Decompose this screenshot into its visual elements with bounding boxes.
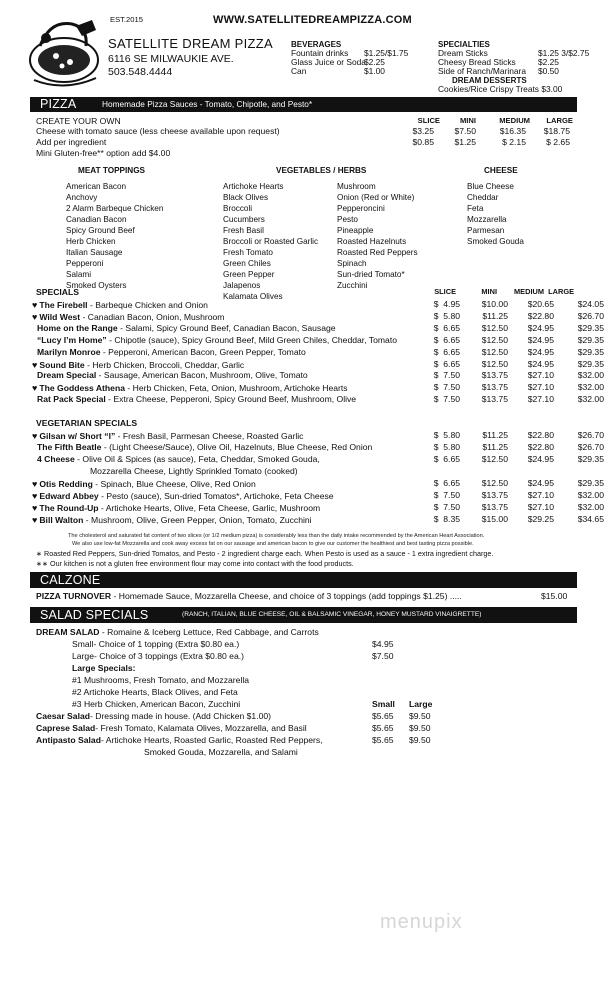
item-desc: - Chipotle (sauce), Spicy Ground Beef, Mild Green Chiles, Cheddar, Tomato bbox=[106, 334, 397, 345]
size-mini: MINI bbox=[481, 287, 497, 296]
cheese-topping: Blue Cheese bbox=[467, 182, 514, 191]
item-price: $ 8.35 bbox=[433, 514, 460, 524]
calzone-section-bar bbox=[30, 572, 577, 588]
veg-topping: Pineapple bbox=[337, 226, 374, 235]
large-special: #3 Herb Chicken, American Bacon, Zucchini bbox=[72, 699, 241, 709]
item-name: The Firebell bbox=[39, 300, 88, 310]
veg-topping: Fresh Basil bbox=[223, 226, 264, 235]
veg-topping: Pesto bbox=[337, 215, 358, 224]
veg-topping: Broccoli or Roasted Garlic bbox=[223, 237, 319, 246]
salad-small-price: $5.65 bbox=[372, 723, 394, 733]
menu-item-label bbox=[32, 324, 336, 334]
item-price: $12.50 bbox=[481, 454, 508, 464]
item-desc: - (Light Cheese/Sauce), Olive Oil, Hazelnuts, Blue Cheese, Red Onion bbox=[101, 442, 373, 452]
item-price: $26.70 bbox=[577, 442, 604, 452]
item-price: $13.75 bbox=[481, 490, 508, 500]
veg-topping: Broccoli bbox=[223, 204, 253, 213]
veg-topping: Mushroom bbox=[337, 182, 376, 191]
veg-topping: Green Pepper bbox=[223, 270, 275, 279]
cheese-topping: Parmesan bbox=[467, 226, 505, 235]
item-name: Marilyn Monroe bbox=[37, 346, 101, 357]
item-price: $32.00 bbox=[577, 394, 604, 405]
cheese-topping: Feta bbox=[467, 204, 484, 213]
veg-topping: Kalamata Olives bbox=[223, 292, 283, 301]
price-mini: $1.25 bbox=[454, 137, 476, 147]
pizza-sauces: Homemade Pizza Sauces - Tomato, Chipotle, and Pesto* bbox=[102, 99, 313, 109]
veg-list-1 bbox=[223, 181, 318, 302]
item-desc: - Extra Cheese, Pepperoni, Spicy Ground Beef, Mushroom, Olive bbox=[105, 394, 357, 405]
large-special: #2 Artichoke Hearts, Black Olives, and Feta bbox=[72, 687, 238, 697]
spec-item: Cheesy Bread Sticks bbox=[438, 57, 516, 67]
size-large: LARGE bbox=[546, 116, 573, 125]
meat-topping: Smoked Oysters bbox=[66, 281, 127, 290]
specialties-title: SPECIALTIES bbox=[438, 40, 490, 49]
heart-icon: ♥ bbox=[32, 383, 38, 394]
menu-item-row bbox=[32, 514, 604, 527]
fine-print-1: The cholesterol and saturated fat content of two slices (or 1/2 medium pizza) is considerably less than the daily intake recommended by the American Heart Association. bbox=[68, 533, 485, 539]
dream-salad-name: DREAM SALAD bbox=[36, 627, 100, 637]
item-name: 4 Cheese bbox=[37, 454, 75, 464]
veg-topping: Artichoke Hearts bbox=[223, 182, 284, 191]
salad-title: SALAD SPECIALS bbox=[40, 608, 149, 622]
veg-title: VEGETABLES / HERBS bbox=[276, 166, 367, 175]
item-desc: - Sausage, American Bacon, Mushroom, Olive, Tomato bbox=[96, 370, 308, 381]
size-large: LARGE bbox=[548, 287, 574, 296]
item-price: $13.75 bbox=[481, 502, 508, 512]
large-price: $7.50 bbox=[372, 651, 394, 661]
meat-topping: 2 Alarm Barbeque Chicken bbox=[66, 204, 164, 213]
item-price: $22.80 bbox=[527, 430, 554, 440]
item-price: $32.00 bbox=[577, 502, 604, 512]
item-price: $ 7.50 bbox=[433, 382, 460, 393]
spec-item: Dream Sticks bbox=[438, 48, 488, 58]
veg-topping: Green Chiles bbox=[223, 259, 271, 268]
veg-topping: Roasted Hazelnuts bbox=[337, 237, 407, 246]
item-desc: - Canadian Bacon, Onion, Mushroom bbox=[80, 311, 225, 322]
salad-name: Antipasto Salad bbox=[36, 735, 101, 745]
item-price: $24.95 bbox=[527, 454, 554, 464]
menu-item-row bbox=[32, 394, 604, 407]
spec-price: $1.25 3/$2.75 bbox=[538, 48, 590, 58]
item-price: $26.70 bbox=[577, 310, 604, 321]
item-price: $32.00 bbox=[577, 370, 604, 381]
create-name: Add per ingredient bbox=[36, 137, 107, 147]
menu-item-label bbox=[32, 443, 372, 453]
menu-item-label bbox=[32, 515, 312, 526]
item-price: $15.00 bbox=[481, 514, 508, 524]
calzone-name: PIZZA TURNOVER bbox=[36, 591, 112, 601]
item-price: $ 7.50 bbox=[433, 490, 460, 500]
meat-topping: American Bacon bbox=[66, 182, 127, 191]
item-price: $11.25 bbox=[482, 310, 508, 321]
website-link[interactable]: WWW.SATELLITEDREAMPIZZA.COM bbox=[213, 14, 412, 26]
item-price: $26.70 bbox=[577, 430, 604, 440]
salad-large-price: $9.50 bbox=[409, 723, 431, 733]
menu-item-label bbox=[32, 431, 303, 442]
col-large: Large bbox=[409, 699, 433, 709]
address: 6116 SE MILWAUKIE AVE. bbox=[108, 53, 234, 65]
veg-topping: Zucchini bbox=[337, 281, 368, 290]
beverages-title: BEVERAGES bbox=[291, 40, 342, 49]
item-price: $34.65 bbox=[577, 514, 604, 524]
item-price: $27.10 bbox=[527, 370, 554, 381]
menu-item-label bbox=[32, 467, 298, 477]
pizza-title: PIZZA bbox=[40, 97, 77, 111]
size-medium: MEDIUM bbox=[499, 116, 530, 125]
small-price: $4.95 bbox=[372, 639, 394, 649]
salad-small-price: $5.65 bbox=[372, 711, 394, 721]
item-price: $13.75 bbox=[481, 382, 508, 393]
veg-topping: Cucumbers bbox=[223, 215, 265, 224]
menu-item-label bbox=[32, 300, 208, 311]
price-slice: $0.85 bbox=[412, 137, 434, 147]
item-price: $22.80 bbox=[527, 310, 554, 321]
size-slice: SLICE bbox=[417, 116, 440, 125]
cheese-topping: Mozzarella bbox=[467, 215, 507, 224]
calzone-desc: - Homemade Sauce, Mozzarella Cheese, and choice of 3 toppings (add toppings $1.25) ..... bbox=[111, 591, 462, 601]
item-price: $32.00 bbox=[577, 382, 604, 393]
item-price: $24.95 bbox=[527, 322, 554, 333]
cheese-list bbox=[467, 181, 524, 247]
item-desc: Mozzarella Cheese, Lightly Sprinkled Tomato (cooked) bbox=[90, 466, 298, 476]
menu-item-row bbox=[32, 346, 604, 360]
size-medium: MEDIUM bbox=[514, 287, 544, 296]
item-price: $ 5.80 bbox=[433, 430, 460, 440]
heart-icon: ♥ bbox=[32, 311, 38, 322]
price-slice: $3.25 bbox=[412, 126, 434, 136]
restaurant-name: SATELLITE DREAM PIZZA bbox=[108, 36, 273, 51]
large-special: #1 Mushrooms, Fresh Tomato, and Mozzarella bbox=[72, 675, 250, 685]
item-price: $ 6.65 bbox=[433, 346, 460, 357]
item-price: $24.05 bbox=[577, 299, 604, 309]
menu-item-label bbox=[32, 371, 308, 381]
veg-topping: Spinach bbox=[337, 259, 367, 268]
item-price: $ 7.50 bbox=[433, 394, 460, 405]
bev-item: Glass Juice or Soda bbox=[291, 57, 366, 67]
salad-desc: - Dressing made in house. (Add Chicken $1.00) bbox=[89, 711, 272, 721]
item-desc: - Artichoke Hearts, Olive, Feta Cheese, Garlic, Mushroom bbox=[98, 503, 321, 513]
phone: 503.548.4444 bbox=[108, 66, 173, 78]
menu-item-label bbox=[32, 395, 356, 405]
gluten-warning: ∗∗ Our kitchen is not a gluten free environment flour may come into contact with the food products. bbox=[36, 559, 354, 568]
salad-row bbox=[32, 736, 577, 748]
logo bbox=[26, 16, 102, 94]
item-price: $12.50 bbox=[481, 346, 508, 357]
item-desc: - Herb Chicken, Feta, Onion, Mushroom, Artichoke Hearts bbox=[124, 383, 348, 394]
menu-item-label bbox=[32, 455, 320, 465]
item-price: $29.35 bbox=[577, 478, 604, 488]
spec-price: $0.50 bbox=[538, 66, 559, 76]
meat-topping: Italian Sausage bbox=[66, 248, 123, 257]
item-price: $24.95 bbox=[527, 358, 554, 369]
calzone-price: $15.00 bbox=[541, 591, 568, 601]
large-specials-title: Large Specials: bbox=[72, 663, 136, 673]
create-title: CREATE YOUR OWN bbox=[36, 116, 121, 126]
size-slice: SLICE bbox=[434, 287, 456, 296]
dessert-item: Cookies/Rice Crispy Treats $3.00 bbox=[438, 84, 563, 94]
veg-topping: Sun-dried Tomato* bbox=[337, 270, 405, 279]
col-small: Small bbox=[372, 699, 395, 709]
item-price: $29.25 bbox=[527, 514, 554, 524]
menu-item-label bbox=[32, 479, 256, 490]
watermark: menupix bbox=[380, 911, 463, 933]
bev-item: Can bbox=[291, 66, 307, 76]
salad-desc: - Fresh Tomato, Kalamata Olives, Mozzarella, and Basil bbox=[95, 723, 307, 733]
heart-icon: ♥ bbox=[32, 300, 38, 310]
item-name: Otis Redding bbox=[39, 479, 93, 489]
large-option: Large- Choice of 3 toppings (Extra $0.80 ea.) bbox=[72, 651, 244, 661]
item-price: $11.25 bbox=[482, 430, 508, 440]
item-price: $27.10 bbox=[527, 382, 554, 393]
meat-list bbox=[66, 181, 163, 291]
veg-topping: Roasted Red Peppers bbox=[337, 248, 418, 257]
item-price: $29.35 bbox=[577, 334, 604, 345]
item-name: Gilsan w/ Short “l” bbox=[39, 431, 116, 441]
dream-salad bbox=[36, 628, 319, 638]
item-price: $12.50 bbox=[481, 478, 508, 488]
meat-topping: Salami bbox=[66, 270, 92, 279]
small-option: Small- Choice of 1 topping (Extra $0.80 ea.) bbox=[72, 639, 240, 649]
salad-section-bar bbox=[30, 607, 577, 623]
bev-price: $2.25 bbox=[364, 57, 385, 67]
salad-name: Caesar Salad bbox=[36, 711, 90, 721]
item-name: Bill Walton bbox=[39, 515, 84, 525]
heart-icon: ♥ bbox=[32, 491, 38, 501]
item-price: $24.95 bbox=[527, 346, 554, 357]
meat-topping: Herb Chicken bbox=[66, 237, 116, 246]
specials-title: SPECIALS bbox=[36, 287, 79, 297]
meat-topping: Canadian Bacon bbox=[66, 215, 127, 224]
veg-list-2 bbox=[337, 181, 418, 291]
item-price: $ 4.95 bbox=[433, 299, 460, 309]
meat-topping: Pepperoni bbox=[66, 259, 104, 268]
menu-item-label bbox=[32, 336, 397, 346]
item-price: $ 7.50 bbox=[433, 370, 460, 381]
item-name: Edward Abbey bbox=[39, 491, 99, 501]
item-price: $24.95 bbox=[527, 478, 554, 488]
item-price: $13.75 bbox=[481, 394, 508, 405]
create-name: Cheese with tomato sauce (less cheese available upon request) bbox=[36, 126, 280, 136]
gluten-note: Mini Gluten-free** option add $4.00 bbox=[36, 148, 171, 158]
heart-icon: ♥ bbox=[32, 515, 38, 525]
item-name: The Round-Up bbox=[39, 503, 99, 513]
price-large: $18.75 bbox=[543, 126, 570, 136]
item-price: $27.10 bbox=[527, 502, 554, 512]
item-name: The Goddess Athena bbox=[39, 383, 125, 394]
veg-topping: Black Olives bbox=[223, 193, 269, 202]
item-price: $ 6.65 bbox=[433, 334, 460, 345]
bev-price: $1.00 bbox=[364, 66, 385, 76]
item-price: $12.50 bbox=[481, 334, 508, 345]
fine-print-2: We also use low-fat Mozzarella and cook away excess fat on our sausage and american bacon to give our customer the healthiest and best tasting pizza possible. bbox=[72, 541, 474, 547]
spec-price: $2.25 bbox=[538, 57, 559, 67]
item-price: $22.80 bbox=[527, 442, 554, 452]
meat-topping: Anchovy bbox=[66, 193, 98, 202]
price-medium: $ 2.15 bbox=[502, 137, 526, 147]
salad-large-price: $9.50 bbox=[409, 711, 431, 721]
salad-label bbox=[36, 724, 307, 734]
pizza-section-bar bbox=[30, 97, 577, 112]
item-name: Dream Special bbox=[37, 370, 97, 381]
item-price: $27.10 bbox=[527, 394, 554, 405]
item-name: Wild West bbox=[39, 311, 81, 322]
item-price: $ 6.65 bbox=[433, 454, 460, 464]
item-desc: - Pesto (sauce), Sun-dried Tomatos*, Artichoke, Feta Cheese bbox=[98, 491, 334, 501]
item-name: The Fifth Beatle bbox=[37, 442, 102, 452]
salad-dressings: (RANCH, ITALIAN, BLUE CHEESE, OIL & BALSAMIC VINEGAR, HONEY MUSTARD VINAIGRETTE) bbox=[182, 611, 482, 618]
menu-item-label bbox=[32, 348, 306, 358]
item-name: Sound Bite bbox=[39, 359, 85, 370]
cheese-topping: Cheddar bbox=[467, 193, 499, 202]
bev-item: Fountain drinks bbox=[291, 48, 349, 58]
item-desc: - Pepperoni, American Bacon, Green Pepper, Tomato bbox=[100, 346, 306, 357]
salad-label bbox=[36, 736, 323, 746]
item-desc: - Fresh Basil, Parmesan Cheese, Roasted Garlic bbox=[115, 431, 304, 441]
item-name: Rat Pack Special bbox=[37, 394, 106, 405]
item-desc: - Mushroom, Olive, Green Pepper, Onion, Tomato, Zucchini bbox=[83, 515, 312, 525]
item-price: $29.35 bbox=[577, 346, 604, 357]
item-desc: - Herb Chicken, Broccoli, Cheddar, Garlic bbox=[84, 359, 245, 370]
veg-topping: Pepperoncini bbox=[337, 204, 385, 213]
veg-topping: Jalapenos bbox=[223, 281, 261, 290]
item-desc: - Olive Oil & Spices (as sauce), Feta, Cheddar, Smoked Gouda, bbox=[74, 454, 320, 464]
heart-icon: ♥ bbox=[32, 431, 38, 441]
ingredient-note: ∗ Roasted Red Peppers, Sun-dried Tomatos, and Pesto - 2 ingredient charge each. When Pesto is used as a sauce - 1 extra ingredient charge. bbox=[36, 549, 494, 558]
heart-icon: ♥ bbox=[32, 359, 38, 370]
item-price: $11.25 bbox=[482, 442, 508, 452]
item-name: Home on the Range bbox=[37, 322, 118, 333]
menu-item-label bbox=[32, 312, 224, 323]
item-price: $ 7.50 bbox=[433, 502, 460, 512]
menu-item-label bbox=[32, 503, 320, 514]
item-desc: - Salami, Spicy Ground Beef, Canadian Bacon, Sausage bbox=[117, 322, 336, 333]
item-price: $24.95 bbox=[527, 334, 554, 345]
item-price: $ 6.65 bbox=[433, 322, 460, 333]
heart-icon: ♥ bbox=[32, 479, 38, 489]
veg-specials-title: VEGETARIAN SPECIALS bbox=[36, 418, 138, 428]
salad-label bbox=[36, 712, 271, 722]
item-price: $ 5.80 bbox=[433, 310, 460, 321]
salad-large-price: $9.50 bbox=[409, 735, 431, 745]
menu-item-label bbox=[32, 360, 244, 371]
item-price: $29.35 bbox=[577, 358, 604, 369]
size-mini: MINI bbox=[459, 116, 476, 125]
item-price: $29.35 bbox=[577, 322, 604, 333]
meat-topping: Spicy Ground Beef bbox=[66, 226, 135, 235]
item-price: $ 5.80 bbox=[433, 442, 460, 452]
est-year: EST.2015 bbox=[110, 15, 143, 24]
item-price: $20.65 bbox=[527, 299, 554, 309]
meat-title: MEAT TOPPINGS bbox=[78, 166, 146, 175]
salad-desc: - Artichoke Hearts, Roasted Garlic, Roasted Red Peppers, bbox=[100, 735, 323, 745]
item-price: $10.00 bbox=[481, 299, 508, 309]
bev-price: $1.25/$1.75 bbox=[364, 48, 409, 58]
salad-small-price: $5.65 bbox=[372, 735, 394, 745]
cheese-topping: Smoked Gouda bbox=[467, 237, 524, 246]
item-price: $27.10 bbox=[527, 490, 554, 500]
item-price: $ 6.65 bbox=[433, 478, 460, 488]
dream-salad-desc: - Romaine & Iceberg Lettuce, Red Cabbage, and Carrots bbox=[99, 627, 319, 637]
item-price: $13.75 bbox=[481, 370, 508, 381]
veg-topping: Fresh Tomato bbox=[223, 248, 273, 257]
calzone-item bbox=[36, 592, 462, 602]
calzone-title: CALZONE bbox=[40, 573, 101, 587]
item-price: $32.00 bbox=[577, 490, 604, 500]
item-desc: - Spinach, Blue Cheese, Olive, Red Onion bbox=[92, 479, 256, 489]
item-price: $29.35 bbox=[577, 454, 604, 464]
price-medium: $16.35 bbox=[499, 126, 526, 136]
desserts-title: DREAM DESSERTS bbox=[452, 76, 527, 85]
item-desc: - Barbeque Chicken and Onion bbox=[87, 300, 208, 310]
antipasto-cont: Smoked Gouda, Mozzarella, and Salami bbox=[144, 747, 298, 757]
cheese-title: CHEESE bbox=[484, 166, 518, 175]
item-name: “Lucy I’m Home” bbox=[37, 334, 107, 345]
menu-item-label bbox=[32, 491, 334, 502]
veg-topping: Onion (Red or White) bbox=[337, 193, 415, 202]
item-price: $12.50 bbox=[481, 358, 508, 369]
salad-name: Caprese Salad bbox=[36, 723, 96, 733]
item-price: $12.50 bbox=[481, 322, 508, 333]
price-mini: $7.50 bbox=[454, 126, 476, 136]
item-price: $ 6.65 bbox=[433, 358, 460, 369]
spec-item: Side of Ranch/Marinara bbox=[438, 66, 526, 76]
price-large: $ 2.65 bbox=[546, 137, 570, 147]
menu-item-label bbox=[32, 383, 348, 394]
heart-icon: ♥ bbox=[32, 503, 38, 513]
